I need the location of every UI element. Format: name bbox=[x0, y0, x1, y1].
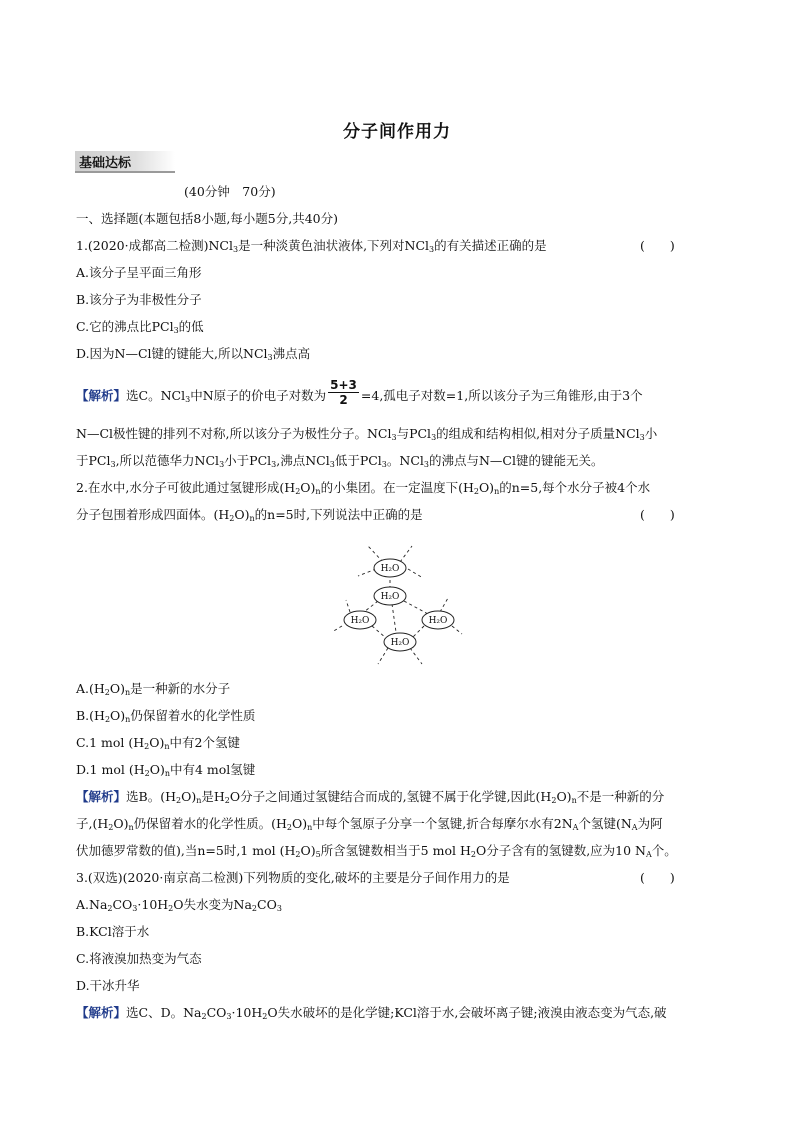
q2-option-a: $A.(H_2O)_n$是一种新的水分子 bbox=[76, 681, 231, 697]
q2-option-d: D.1 mol $(H_2O)_n$中有4 mol氢键 bbox=[76, 762, 256, 778]
part1-heading: 一、选择题(本题包括8小题,每小题5分,共40分) bbox=[76, 211, 339, 226]
svg-text:H₂O: H₂O bbox=[380, 564, 400, 574]
q1-option-c: C.它的沸点比PCl$_3$的低 bbox=[76, 319, 204, 335]
q1-explanation-line2: N—Cl极性键的排列不对称,所以该分子为极性分子。NCl$_3$与PCl$_3$的组成和结构相似,相对分子质量NCl$_3$小 bbox=[76, 426, 658, 442]
q2-answer-bracket: ( ) bbox=[640, 507, 675, 522]
time-score: (40分钟 70分) bbox=[184, 184, 276, 199]
svg-text:H₂O: H₂O bbox=[350, 616, 370, 626]
water-cluster-diagram bbox=[328, 540, 468, 670]
svg-text:H₂O: H₂O bbox=[390, 638, 410, 648]
fraction: $\frac{5+3}{2}$ bbox=[330, 378, 357, 407]
q3-option-c: C.将液溴加热变为气态 bbox=[76, 951, 202, 966]
svg-text:H₂O: H₂O bbox=[428, 616, 448, 626]
q1-answer-bracket: ( ) bbox=[640, 238, 675, 253]
q2-explanation-line1: 【解析】选B。$(H_2O)_n$是$H_2O$分子之间通过氢键结合而成的,氢键不属于化学键,因此$(H_2O)_n$不是一种新的分 bbox=[76, 789, 665, 805]
analysis-tag: 【解析】 bbox=[76, 388, 127, 403]
q3-explanation-line1: 【解析】选C、D。$Na_2CO_3\cdot 10H_2O$失水破坏的是化学键;KCl溶于水,会破坏离子键;液溴由液态变为气态,破 bbox=[76, 1005, 667, 1021]
q2-explanation-line2: 子$,(H_2O)_n$仍保留着水的化学性质。$(H_2O)_n$中每个氢原子分享一个氢键,折合每摩尔水有$2N_A$个氢键($N_A$为阿 bbox=[76, 816, 663, 832]
q1-explanation-line1: 【解析】选C。NCl$_3$中N原子的价电子对数为 $\frac{5+3}{2}$ =4,孤电子对数=1,所以该分子为三角锥形,由于3个 bbox=[76, 378, 643, 407]
section-tab bbox=[75, 151, 175, 173]
q3-stem: 3.(双选)(2020·南京高二检测)下列物质的变化,破坏的主要是分子间作用力的是 bbox=[76, 870, 510, 885]
q1-option-a: A.该分子呈平面三角形 bbox=[76, 265, 202, 280]
q2-explanation-line3: 伏加德罗常数的值),当n=5时,1 mol $(H_2O)_5$所含氢键数相当于5 mol $H_2O$分子含有的氢键数,应为10 $N_A$个。 bbox=[76, 843, 677, 859]
q1-stem: 1.(2020·成都高二检测)NCl$_3$是一种淡黄色油状液体,下列对NCl$_3$的有关描述正确的是 bbox=[76, 238, 547, 254]
section-label: 基础达标 bbox=[79, 156, 132, 171]
page-title: 分子间作用力 bbox=[343, 122, 451, 142]
q1-option-b: B.该分子为非极性分子 bbox=[76, 292, 202, 307]
q3-answer-bracket: ( ) bbox=[640, 870, 675, 885]
svg-text:H₂O: H₂O bbox=[380, 592, 400, 602]
q3-option-a: $A.Na_2CO_3\cdot 10H_2O$失水变为$Na_2CO_3$ bbox=[76, 897, 282, 913]
q2-stem-line2: 分子包围着形成四面体。$(H_2O)_n$的n=5时,下列说法中正确的是 bbox=[76, 507, 423, 523]
q2-option-b: $B.(H_2O)_n$仍保留着水的化学性质 bbox=[76, 708, 256, 724]
q1-option-d: D.因为N—Cl键的键能大,所以NCl$_3$沸点高 bbox=[76, 346, 311, 362]
q1-explanation-line3: 于PCl$_3$,所以范德华力NCl$_3$小于PCl$_3$,沸点NCl$_3$低于PCl$_3$。NCl$_3$的沸点与N—Cl键的键能无关。 bbox=[76, 453, 604, 469]
q2-stem-line1: 2.在水中,水分子可彼此通过氢键形成$(H_2O)_n$的小集团。在一定温度下$(H_2O)_n$的n=5,每个水分子被4个水 bbox=[76, 480, 651, 496]
q3-option-d: D.干冰升华 bbox=[76, 978, 140, 993]
q3-option-b: B.KCl溶于水 bbox=[76, 924, 150, 939]
q2-option-c: C.1 mol $(H_2O)_n$中有2个氢键 bbox=[76, 735, 240, 751]
